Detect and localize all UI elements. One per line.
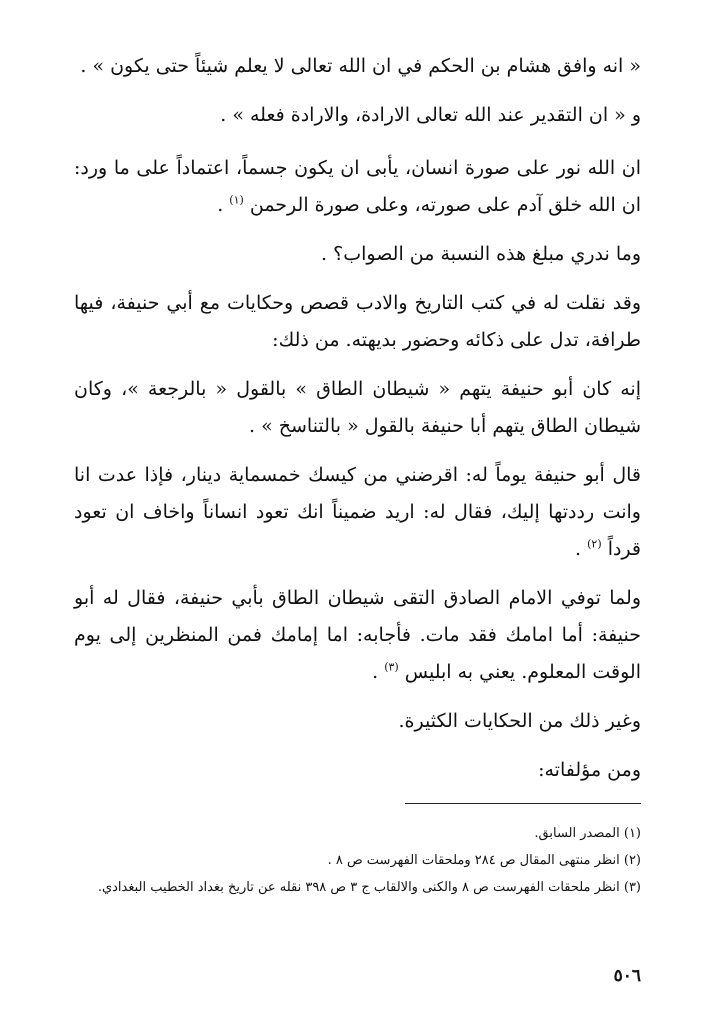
footnote-1: (١) المصدر السابق. [534, 826, 641, 841]
paragraph-3-text: ان الله نور على صورة انسان، يأبى ان يكون جسماً، اعتماداً على ما ورد: ان الله خلق آدم على صورته، وعلى صورة الرحمن [74, 157, 641, 216]
footnotes [74, 820, 641, 901]
paragraph-2: و « ان التقدير عند الله تعالى الارادة، والارادة فعله » . [220, 104, 641, 126]
paragraph-7-text: قال أبو حنيفة يوماً له: اقرضني من كيسك خمسماية دينار، فإذا عدت انا وانت رددتها إليك، فقال له: اريد ضميناً انك تعود انساناً واخاف ان تعود قرداً [74, 464, 641, 560]
footnote-ref-3: (٣) [384, 660, 399, 674]
paragraph-8-end: . [372, 661, 385, 683]
paragraph-8-text: ولما توفي الامام الصادق التقى شيطان الطاق بأبي حنيفة، فقال له أبو حنيفة: أما امامك فقد مات. فأجابه: اما إمامك فمن المنظرين إلى يوم الوقت المعلوم. يعني به ابليس [74, 587, 641, 683]
footnote-3: (٣) انظر ملحقات الفهرست ص ٨ والكنى والالقاب ج ٣ ص ٣٩٨ نقله عن تاريخ بغداد الخطيب البغدادي. [97, 880, 641, 895]
footnote-ref-1: (١) [229, 193, 244, 207]
paragraph-1: « انه وافق هشام بن الحكم في ان الله تعالى لا يعلم شيئاً حتى يكون » . [80, 55, 641, 77]
paragraph-9: وغير ذلك من الحكايات الكثيرة. [398, 710, 641, 732]
page-number: ٥٠٦ [613, 966, 641, 986]
paragraph-3 [74, 150, 641, 224]
paragraph-8 [74, 580, 641, 691]
footnote-divider [405, 803, 641, 804]
paragraph-3-end: . [217, 194, 230, 216]
paragraph-10: ومن مؤلفاته: [538, 759, 641, 781]
footnote-ref-2: (٢) [587, 537, 602, 551]
paragraph-5: وقد نقلت له في كتب التاريخ والادب قصص وحكايات مع أبي حنيفة، فيها طرافة، تدل على ذكائه وحضور بديهته. من ذلك: [74, 292, 641, 351]
paragraph-7 [74, 457, 641, 568]
main-text [74, 48, 641, 801]
paragraph-6: إنه كان أبو حنيفة يتهم « شيطان الطاق » بالقول « بالرجعة »، وكان شيطان الطاق يتهم أبا حنيفة بالقول « بالتناسخ » . [74, 378, 641, 437]
paragraph-4: وما ندري مبلغ هذه النسبة من الصواب؟ . [321, 243, 641, 265]
footnote-2: (٢) انظر منتهى المقال ص ٢٨٤ وملحقات الفهرست ص ٨ . [327, 853, 641, 868]
paragraph-7-end: . [575, 538, 588, 560]
